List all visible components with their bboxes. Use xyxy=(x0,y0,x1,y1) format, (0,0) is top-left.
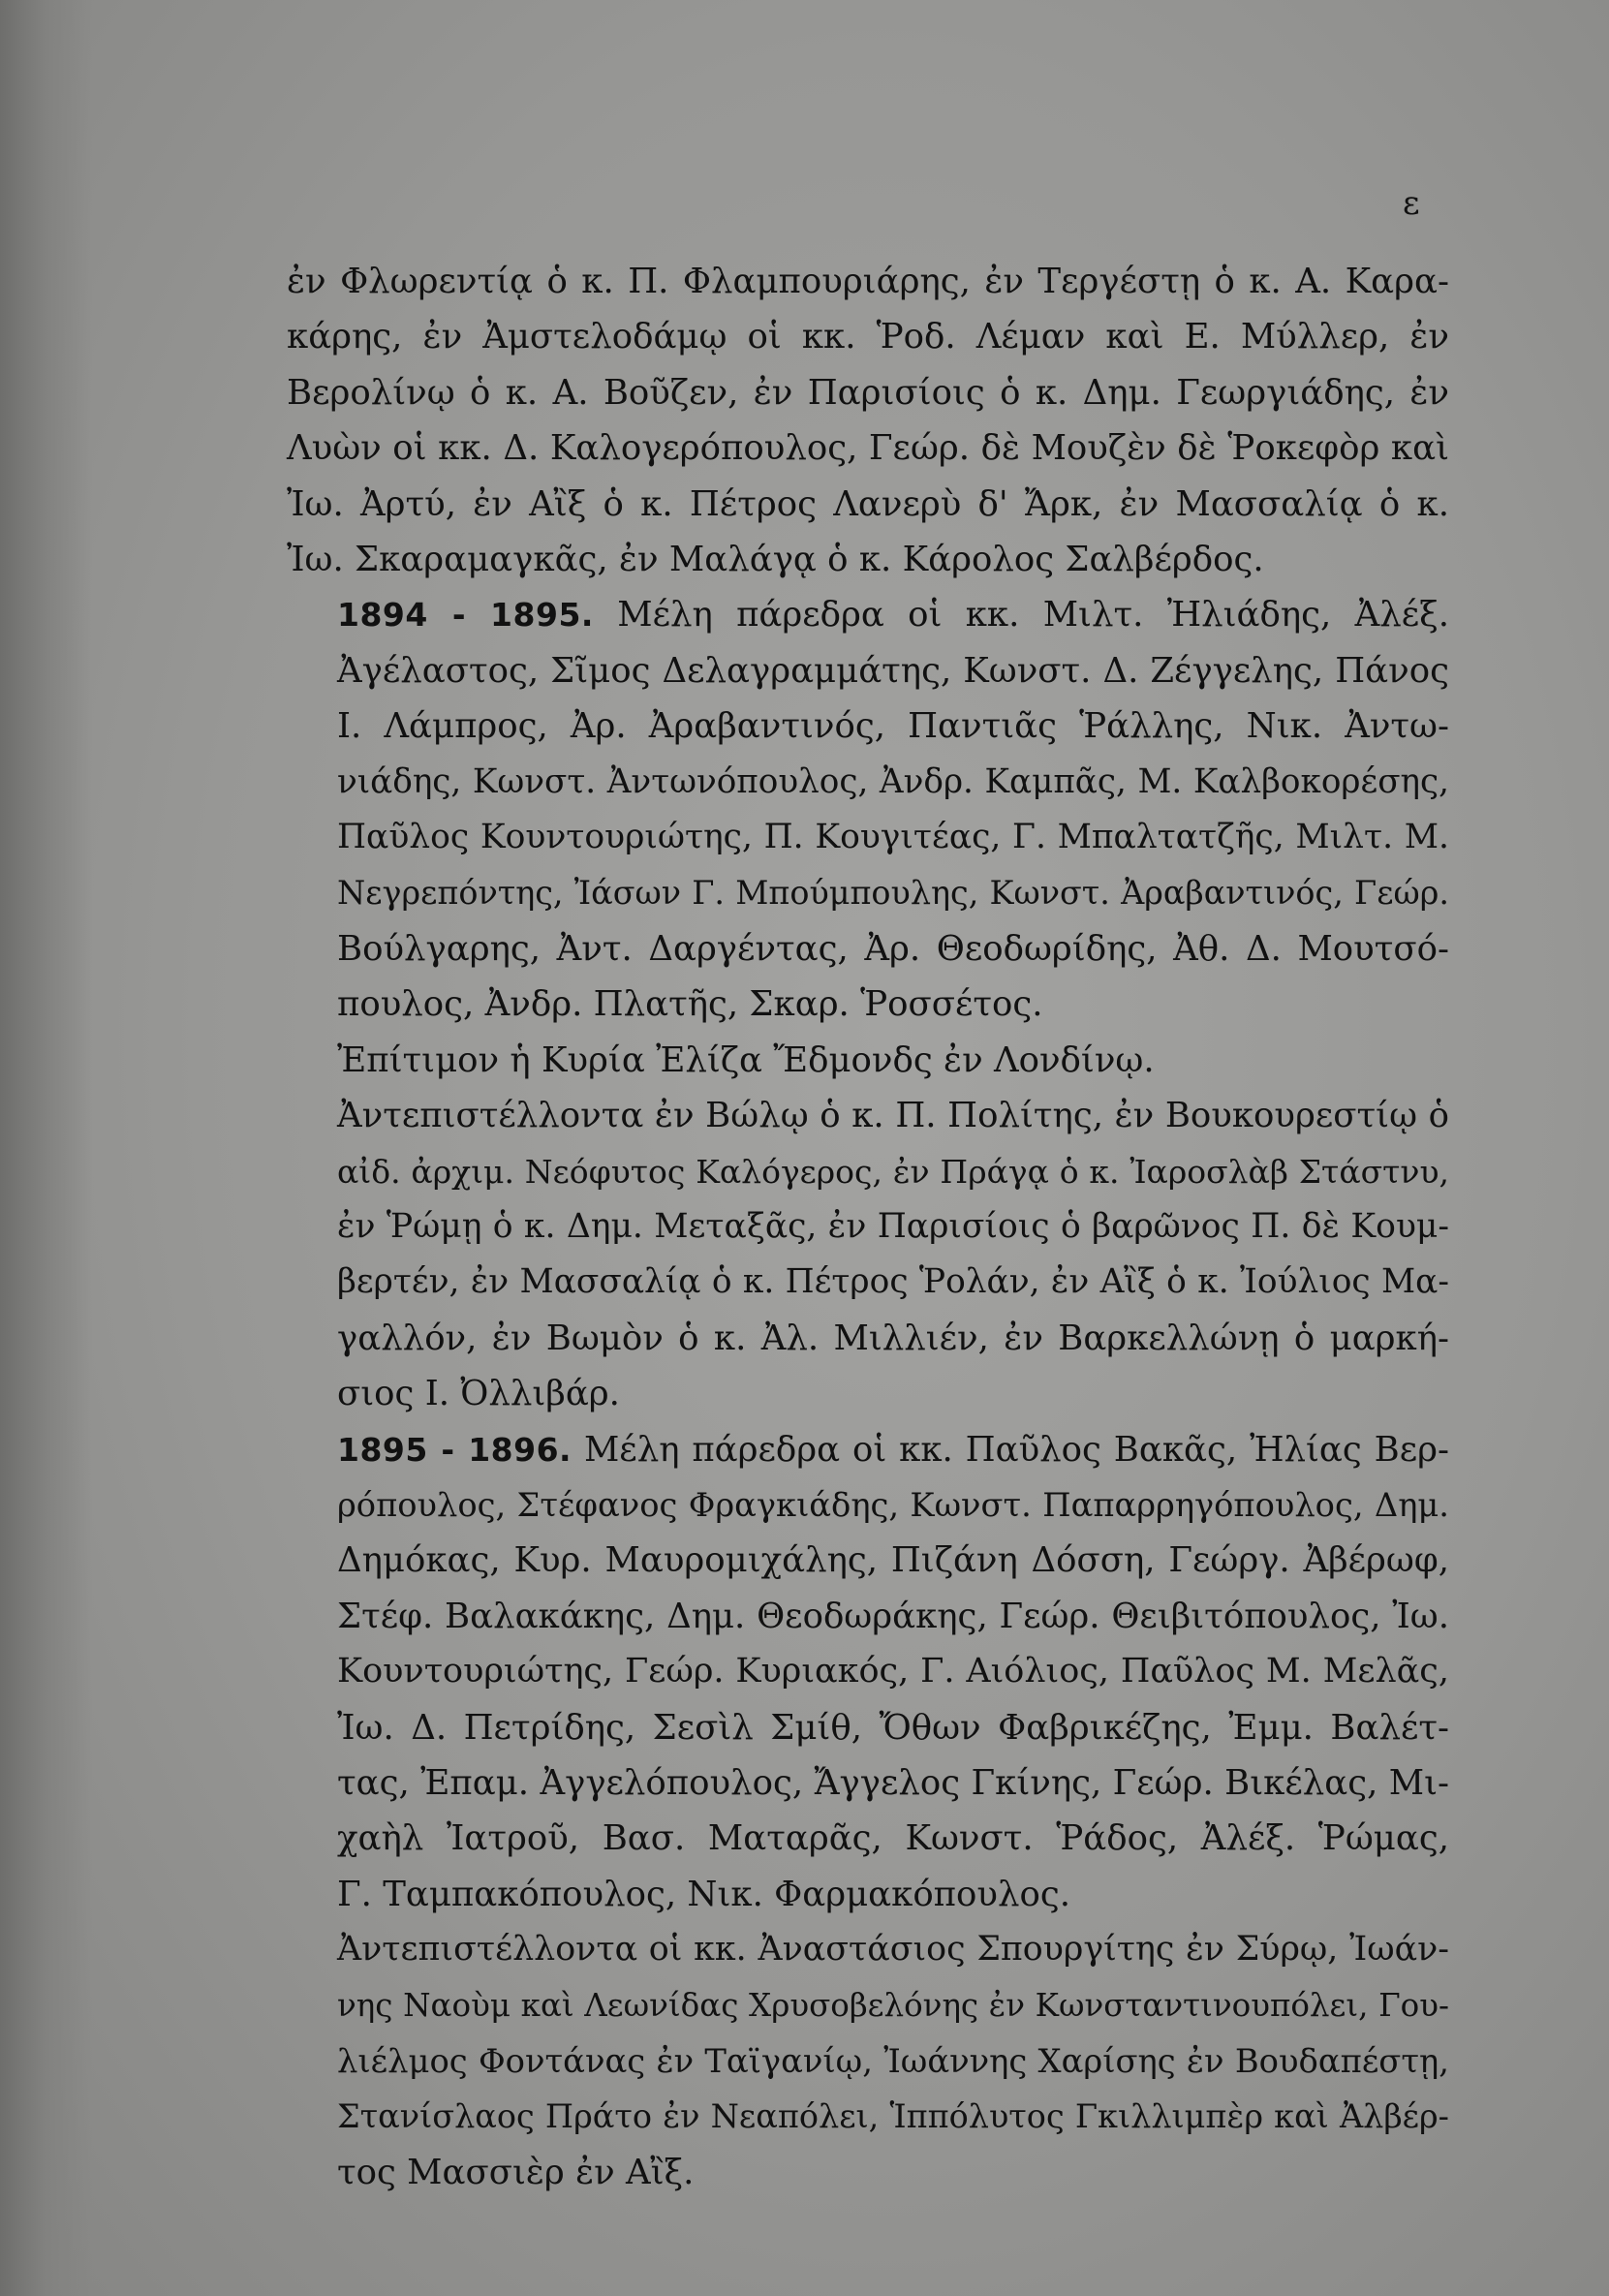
text-line: βερτέν, ἐν Μασσαλίᾳ ὁ κ. Πέτρος Ῥολάν, ἐν Αἲξ ὁ κ. Ἰούλιος Μα- xyxy=(337,1262,1449,1302)
paragraph-members-1894-1895 xyxy=(287,587,1449,1032)
page-number: ε xyxy=(1403,184,1420,223)
text-line: Γ. Ταμπακόπουλος, Νικ. Φαρμακόπουλος. xyxy=(337,1874,1071,1914)
paragraph-correspondents-1893 xyxy=(287,254,1449,587)
year-heading: 1895 - 1896. xyxy=(337,1430,572,1469)
text-line: Λυὼν οἱ κκ. Δ. Καλογερόπουλος, Γεώρ. δὲ Μουζὲν δὲ Ῥοκεφὸρ καὶ xyxy=(287,428,1449,469)
text-line: Ἐπίτιμον ἡ Κυρία Ἐλίζα Ἔδμονδς ἐν Λονδίνῳ. xyxy=(337,1039,1155,1080)
text-block xyxy=(287,254,1449,2200)
text-line: νης Ναοὺμ καὶ Λεωνίδας Χρυσοβελόνης ἐν Κωνσταντινουπόλει, Γου- xyxy=(337,1986,1449,2024)
text-line xyxy=(287,1422,1449,1477)
text-fragment: Μέλη πάρεδρα οἱ κκ. Παῦλος Βακᾶς, Ἠλίας Βερ- xyxy=(572,1429,1449,1470)
paragraph-members-1895-1896 xyxy=(287,1422,1449,1923)
text-line: Νεγρεπόντης, Ἰάσων Γ. Μπούμπουλης, Κωνστ. Ἀραβαντινός, Γεώρ. xyxy=(337,874,1449,913)
text-line: Ἀντεπιστέλλοντα ἐν Βώλῳ ὁ κ. Π. Πολίτης, ἐν Βουκουρεστίῳ ὁ xyxy=(337,1096,1449,1136)
text-line: Βούλγαρης, Ἀντ. Δαργέντας, Ἀρ. Θεοδωρίδης, Ἀθ. Δ. Μουτσό- xyxy=(337,928,1449,969)
text-line: γαλλόν, ἐν Βωμὸν ὁ κ. Ἀλ. Μιλλιέν, ἐν Βαρκελλώνῃ ὁ μαρκή- xyxy=(337,1318,1449,1358)
text-line: ρόπουλος, Στέφανος Φραγκιάδης, Κωνστ. Παπαρρηγόπουλος, Δημ. xyxy=(337,1485,1449,1524)
text-line: ἐν Φλωρεντίᾳ ὁ κ. Π. Φλαμπουριάρης, ἐν Τεργέστῃ ὁ κ. Α. Καρα- xyxy=(287,262,1449,301)
text-line xyxy=(287,587,1449,642)
text-line: Παῦλος Κουντουριώτης, Π. Κουγιτέας, Γ. Μπαλτατζῆς, Μιλτ. Μ. xyxy=(337,818,1449,857)
text-line: Κουντουριώτης, Γεώρ. Κυριακός, Γ. Αιόλιος, Παῦλος Μ. Μελᾶς, xyxy=(337,1652,1449,1691)
text-line: Στανίσλαος Πράτο ἐν Νεαπόλει, Ἱππόλυτος Γκιλλιμπὲρ καὶ Ἀλβέρ- xyxy=(337,2097,1449,2136)
text-line: Ἀγέλαστος, Σῖμος Δελαγραμμάτης, Κωνστ. Δ. Ζέγγελης, Πάνος xyxy=(337,650,1449,691)
text-line: Ἀντεπιστέλλοντα οἱ κκ. Ἀναστάσιος Σπουργίτης ἐν Σύρῳ, Ἰωάν- xyxy=(337,1930,1449,1970)
text-line: Ι. Λάμπρος, Ἀρ. Ἀραβαντινός, Παντιᾶς Ῥάλλης, Νικ. Ἀντω- xyxy=(337,706,1449,747)
text-line: ἐν Ῥώμῃ ὁ κ. Δημ. Μεταξᾶς, ἐν Παρισίοις ὁ βαρῶνος Π. δὲ Κουμ- xyxy=(337,1206,1449,1246)
text-line: Δημόκας, Κυρ. Μαυρομιχάλης, Πιζάνη Δόσση, Γεώργ. Ἀβέρωφ, xyxy=(337,1540,1449,1581)
binding-shadow xyxy=(0,0,92,2296)
text-line: νιάδης, Κωνστ. Ἀντωνόπουλος, Ἀνδρ. Καμπᾶς, Μ. Καλβοκορέσης, xyxy=(337,761,1449,801)
text-line: Ἰω. Ἀρτύ, ἐν Αἲξ ὁ κ. Πέτρος Λανερὺ δ' Ἄρκ, ἐν Μασσαλίᾳ ὁ κ. xyxy=(287,483,1449,524)
text-line: αἰδ. ἀρχιμ. Νεόφυτος Καλόγερος, ἐν Πράγᾳ ὁ κ. Ἰαροσλὰβ Στάστνυ, xyxy=(337,1152,1449,1191)
text-line: Ἰω. Σκαραμαγκᾶς, ἐν Μαλάγᾳ ὁ κ. Κάρολος Σαλβέρδος. xyxy=(287,540,1264,580)
text-line: Ἰω. Δ. Πετρίδης, Σεσὶλ Σμίθ, Ὄθων Φαβρικέζης, Ἐμμ. Βαλέτ- xyxy=(337,1707,1449,1748)
text-line: πουλος, Ἀνδρ. Πλατῆς, Σκαρ. Ῥοσσέτος. xyxy=(337,984,1043,1025)
text-line: τος Μασσιὲρ ἐν Αἲξ. xyxy=(337,2152,695,2192)
text-line: κάρης, ἐν Ἀμστελοδάμῳ οἱ κκ. Ῥοδ. Λέμαν καὶ Ε. Μύλλερ, ἐν xyxy=(287,317,1449,357)
paragraph-correspondents-1895-1896 xyxy=(287,1922,1449,2200)
paragraph-honorary-member xyxy=(287,1033,1449,1088)
text-line: σιος Ι. Ὀλλιβάρ. xyxy=(337,1374,620,1414)
text-line: λιέλμος Φοντάνας ἐν Ταϊγανίῳ, Ἰωάννης Χαρίσης ἐν Βουδαπέστῃ, xyxy=(337,2042,1449,2080)
text-line: τας, Ἐπαμ. Ἀγγελόπουλος, Ἄγγελος Γκίνης, Γεώρ. Βικέλας, Μι- xyxy=(337,1762,1449,1803)
text-line: Βερολίνῳ ὁ κ. Α. Βοῦζεν, ἐν Παρισίοις ὁ κ. Δημ. Γεωργιάδης, ἐν xyxy=(287,372,1449,413)
text-line: χαὴλ Ἰατροῦ, Βασ. Ματαρᾶς, Κωνστ. Ῥάδος, Ἀλέξ. Ῥώμας, xyxy=(337,1818,1449,1859)
year-heading: 1894 - 1895. xyxy=(337,596,594,635)
text-line: Στέφ. Βαλακάκης, Δημ. Θεοδωράκης, Γεώρ. Θειβιτόπουλος, Ἰω. xyxy=(337,1596,1449,1636)
paragraph-correspondents-1894-1895 xyxy=(287,1088,1449,1421)
text-fragment: Μέλη πάρεδρα οἱ κκ. Μιλτ. Ἠλιάδης, Ἀλέξ. xyxy=(593,595,1450,636)
